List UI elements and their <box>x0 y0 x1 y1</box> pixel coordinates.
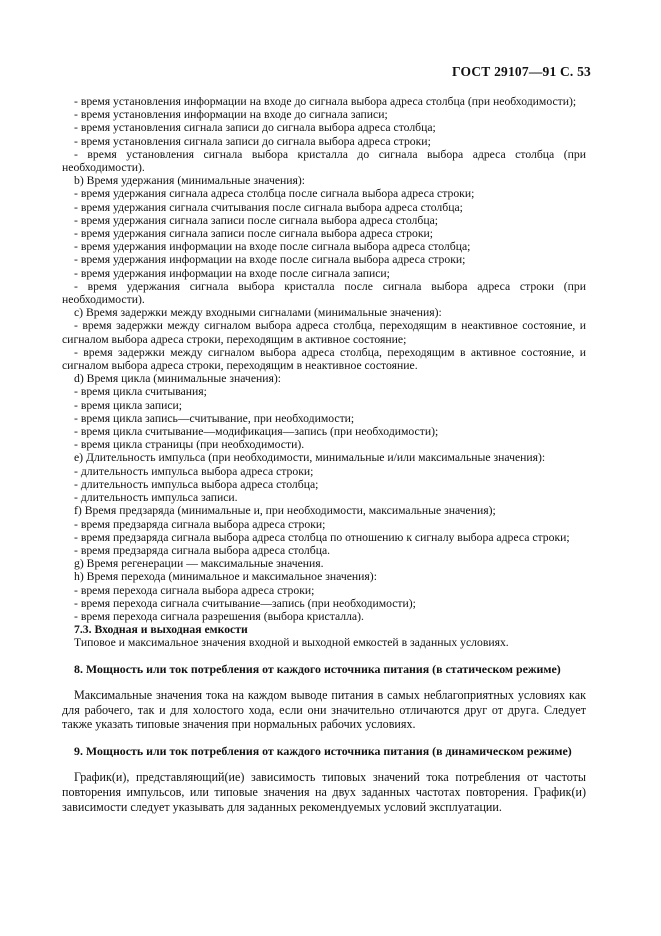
list-item: - время установления сигнала записи до сигнала выбора адреса столбца; <box>74 121 436 135</box>
list-item: - время установления информации на входе до сигнала выбора адреса столбца (при необходимости); <box>74 95 577 108</box>
section-8-text: Максимальные значения тока на каждом выводе питания в самых неблагоприятных условиях как для рабочего, так и для холостого хода, если они значительно отличаются друг от друга. Следует также указать типовые значения при нормальных рабочих условиях. <box>62 687 586 732</box>
list-item: - время предзаряда сигнала выбора адреса строки; <box>74 517 326 531</box>
subsection-title: 7.3. Входная и выходная емкости <box>74 623 248 637</box>
list-item: - время перехода сигнала выбора адреса строки; <box>74 583 315 597</box>
list-heading: b) Время удержания (минимальные значения): <box>74 174 306 188</box>
list-item: - время установления сигнала записи до сигнала выбора адреса строки; <box>74 134 431 148</box>
list-item: - длительность импульса выбора адреса столбца; <box>74 477 319 491</box>
list-item: - время предзаряда сигнала выбора адреса столбца по отношению к сигналу выбора адреса строки; <box>74 530 570 544</box>
list-item: - время установления информации на входе до сигнала записи; <box>74 108 388 122</box>
subsection-text: Типовое и максимальное значения входной и выходной емкостей в заданных условиях. <box>74 636 509 650</box>
list-item: - время перехода сигнала считывание—запись (при необходимости); <box>74 596 416 610</box>
list-heading: e) Длительность импульса (при необходимости, минимальные и/или максимальные значения): <box>74 451 546 465</box>
list-item: - время задержки между сигналом выбора адреса столбца, переходящим в неактивное состояние, и сигналом выбора адреса строки, переходящим в активное состояние; <box>62 319 586 346</box>
list-item: - время предзаряда сигнала выбора адреса столбца. <box>74 543 331 557</box>
list-item: - время цикла считывание—модификация—запись (при необходимости); <box>74 425 439 439</box>
list-item: - время удержания сигнала адреса столбца после сигнала выбора адреса строки; <box>74 187 475 201</box>
list-heading: f) Время предзаряда (минимальные и, при необходимости, максимальные значения); <box>74 504 496 518</box>
list-item: - время удержания информации на входе после сигнала записи; <box>74 266 390 280</box>
list-item: - время цикла страницы (при необходимости). <box>74 438 305 452</box>
list-heading: c) Время задержки между входными сигналами (минимальные значения): <box>74 306 442 320</box>
list-item: - время цикла записи; <box>74 398 183 412</box>
list-heading: g) Время регенерации — максимальные значения. <box>74 557 324 571</box>
list-item: - время цикла запись—считывание, при необходимости; <box>74 411 355 425</box>
section-9-text: График(и), представляющий(ие) зависимость типовых значений тока потребления от частоты повторения импульсов, или типовые значения на двух заданных частотах повторения. График(и) зависимости следует указывать для заданных рекомендуемых условий эксплуатации. <box>62 770 586 814</box>
page-header: ГОСТ 29107—91 С. 53 <box>452 64 591 79</box>
list-item: - время удержания сигнала записи после сигнала выбора адреса столбца; <box>74 213 439 227</box>
section-8-title: 8. Мощность или ток потребления от каждого источника питания (в статическом режиме) <box>74 661 561 676</box>
list-item: - время перехода сигнала разрешения (выбора кристалла). <box>74 609 364 623</box>
list-item: - время задержки между сигналом выбора адреса столбца, переходящим в активное состояние, и сигналом выбора адреса строки, переходящим в неактивное состояние. <box>62 345 586 373</box>
list-item: - время установления сигнала выбора кристалла до сигнала выбора адреса столбца (при необходимости). <box>62 147 586 175</box>
list-heading: d) Время цикла (минимальные значения): <box>74 372 282 386</box>
list-item: - длительность импульса выбора адреса строки; <box>74 464 314 478</box>
list-item: - длительность импульса записи. <box>74 491 238 505</box>
list-item: - время удержания информации на входе после сигнала выбора адреса столбца; <box>74 240 471 254</box>
document-body <box>62 95 586 815</box>
list-heading: h) Время перехода (минимальное и максимальное значения): <box>74 570 377 584</box>
list-item: - время удержания сигнала выбора кристалла после сигнала выбора адреса строки (при необходимости). <box>62 279 586 307</box>
list-item: - время удержания сигнала записи после сигнала выбора адреса строки; <box>74 227 434 241</box>
list-item: - время удержания информации на входе после сигнала выбора адреса строки; <box>74 253 466 267</box>
list-item: - время удержания сигнала считывания после сигнала выбора адреса столбца; <box>74 200 463 214</box>
list-item: - время цикла считывания; <box>74 385 207 399</box>
section-9-title: 9. Мощность или ток потребления от каждого источника питания (в динамическом режиме) <box>74 744 572 759</box>
